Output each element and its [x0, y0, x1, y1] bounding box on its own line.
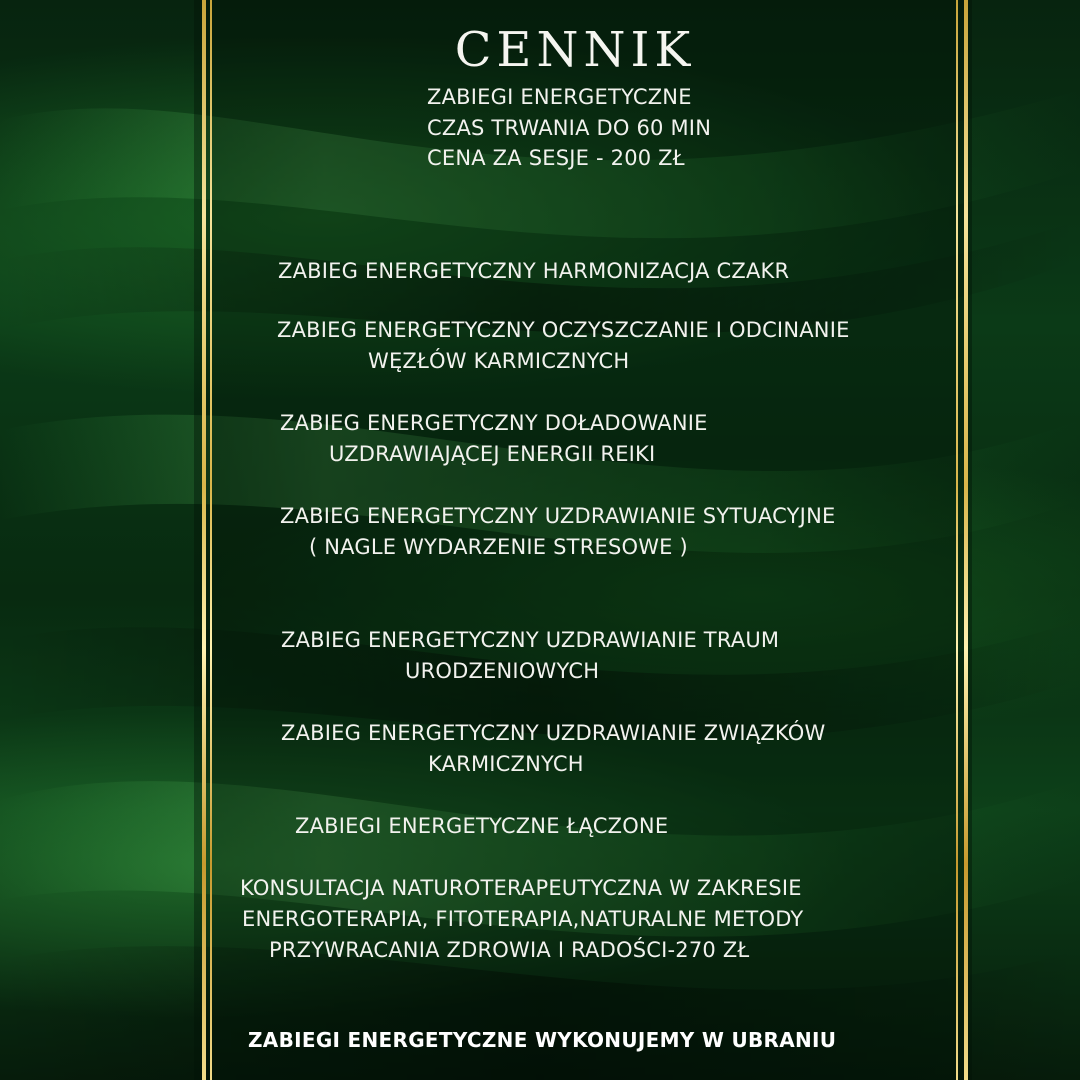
- service-item-continued: KARMICZNYCH: [428, 752, 584, 776]
- service-item-continued: WĘZŁÓW KARMICZNYCH: [368, 349, 630, 373]
- service-item-continued: UZDRAWIAJĄCEJ ENERGII REIKI: [329, 442, 656, 466]
- footer-note: ZABIEGI ENERGETYCZNE WYKONUJEMY W UBRANIU: [248, 1028, 837, 1052]
- service-item: ZABIEG ENERGETYCZNY OCZYSZCZANIE I ODCINANIE: [277, 318, 850, 342]
- service-item: ZABIEGI ENERGETYCZNE ŁĄCZONE: [295, 814, 669, 838]
- gold-border-left-inner: [210, 0, 212, 1080]
- page-title: CENNIK: [454, 22, 696, 78]
- service-item: ZABIEG ENERGETYCZNY HARMONIZACJA CZAKR: [278, 259, 790, 283]
- gold-border-right-outer: [964, 0, 968, 1080]
- service-item: ZABIEG ENERGETYCZNY UZDRAWIANIE ZWIĄZKÓW: [281, 721, 826, 745]
- service-item: ZABIEG ENERGETYCZNY UZDRAWIANIE TRAUM: [281, 628, 780, 652]
- session-type: ZABIEGI ENERGETYCZNE: [427, 85, 692, 109]
- service-item-continued: URODZENIOWYCH: [405, 659, 600, 683]
- session-price: CENA ZA SESJE - 200 ZŁ: [427, 146, 685, 170]
- consultation-line: KONSULTACJA NATUROTERAPEUTYCZNA W ZAKRESIE: [240, 876, 802, 900]
- gold-border-left-outer: [202, 0, 206, 1080]
- consultation-line: PRZYWRACANIA ZDROWIA I RADOŚCI-270 ZŁ: [269, 938, 750, 962]
- service-item: ZABIEG ENERGETYCZNY UZDRAWIANIE SYTUACYJNE: [280, 504, 836, 528]
- service-item-continued: ( NAGLE WYDARZENIE STRESOWE ): [309, 535, 688, 559]
- consultation-line: ENERGOTERAPIA, FITOTERAPIA,NATURALNE METODY: [242, 907, 804, 931]
- session-duration: CZAS TRWANIA DO 60 MIN: [427, 116, 712, 140]
- gold-border-right-inner: [956, 0, 958, 1080]
- service-item: ZABIEG ENERGETYCZNY DOŁADOWANIE: [280, 411, 708, 435]
